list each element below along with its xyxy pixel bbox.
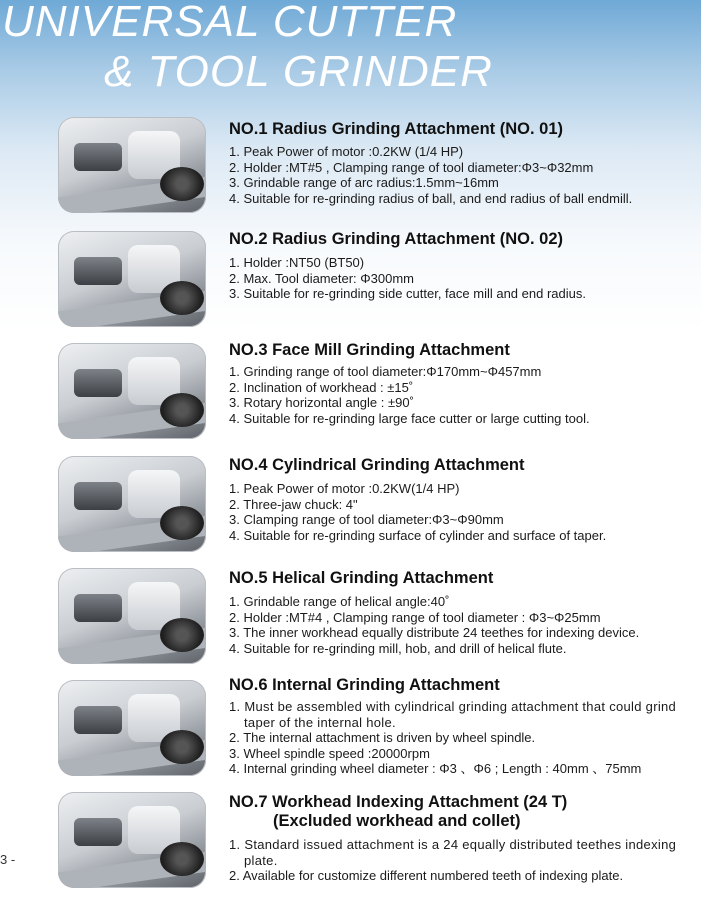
item-1-line-2: 2. Holder :MT#5 , Clamping range of tool diameter:Φ3~Φ32mm: [229, 159, 594, 175]
item-2-line-1: 1. Holder :NT50 (BT50): [229, 255, 365, 270]
item-1-line-3: 3. Grindable range of arc radius:1.5mm~16mm: [229, 175, 499, 191]
item-6-specs: [229, 699, 691, 777]
item-4-line-3: 3. Clamping range of tool diameter:Φ3~Φ90mm: [229, 512, 504, 528]
item-1-heading: NO.1 Radius Grinding Attachment (NO. 01): [229, 120, 564, 138]
item-6-line-2: 2. The internal attachment is driven by wheel spindle.: [229, 730, 536, 746]
item-4-specs: [229, 481, 691, 543]
title-line-2: & TOOL GRINDER: [104, 47, 493, 96]
page-number: 3 -: [0, 852, 16, 867]
item-4-photo: [58, 456, 206, 552]
item-1-line-4: 4. Suitable for re-grinding radius of ball, and end radius of ball endmill.: [229, 190, 633, 206]
item-7-specs: [229, 837, 691, 884]
item-4-line-2: 2. Three-jaw chuck: 4": [229, 496, 358, 512]
item-7-photo: [58, 792, 206, 888]
item-2-line-3: 3. Suitable for re-grinding side cutter, face mill and end radius.: [229, 286, 586, 302]
item-2-photo: [58, 231, 206, 327]
item-2-specs: [229, 255, 691, 302]
item-3-line-4: 4. Suitable for re-grinding large face cutter or large cutting tool.: [229, 410, 590, 426]
item-7-line-2: 2. Available for customize different numbered teeth of indexing plate.: [229, 868, 624, 884]
item-1-line-1: 1. Peak Power of motor :0.2KW (1/4 HP): [229, 144, 464, 159]
item-1-photo: [58, 117, 206, 213]
item-5-line-1: 1. Grindable range of helical angle:40˚: [229, 594, 450, 609]
item-5-line-2: 2. Holder :MT#4 , Clamping range of tool diameter : Φ3~Φ25mm: [229, 609, 601, 625]
item-5-photo: [58, 568, 206, 664]
item-5-line-3: 3. The inner workhead equally distribute 24 teethes for indexing device.: [229, 625, 640, 641]
item-3-heading: NO.3 Face Mill Grinding Attachment: [229, 341, 510, 359]
item-2-heading: NO.2 Radius Grinding Attachment (NO. 02): [229, 230, 564, 248]
item-6-photo: [58, 680, 206, 776]
item-6-line-3: 3. Wheel spindle speed :20000rpm: [229, 745, 430, 761]
item-3-line-2: 2. Inclination of workhead : ±15˚: [229, 379, 414, 395]
item-1-specs: [229, 144, 691, 206]
item-5-line-4: 4. Suitable for re-grinding mill, hob, and drill of helical flute.: [229, 640, 567, 656]
item-3-line-1: 1. Grinding range of tool diameter:Φ170mm~Φ457mm: [229, 364, 542, 379]
item-6-heading: NO.6 Internal Grinding Attachment: [229, 676, 500, 694]
item-4-line-4: 4. Suitable for re-grinding surface of cylinder and surface of taper.: [229, 527, 607, 543]
item-3-photo: [58, 343, 206, 439]
item-2-line-2: 2. Max. Tool diameter: Φ300mm: [229, 270, 414, 286]
item-7-heading: [229, 793, 567, 831]
item-3-specs: [229, 364, 691, 426]
item-6-line-1: 1. Must be assembled with cylindrical grinding attachment that could grind taper of the internal hole.: [229, 699, 677, 730]
item-4-heading: NO.4 Cylindrical Grinding Attachment: [229, 456, 525, 474]
item-7-title: NO.7 Workhead Indexing Attachment (24 T): [229, 793, 568, 811]
item-5-specs: [229, 594, 691, 656]
item-3-line-3: 3. Rotary horizontal angle : ±90˚: [229, 395, 414, 411]
item-7-subheading: (Excluded workhead and collet): [273, 812, 521, 830]
item-5-heading: NO.5 Helical Grinding Attachment: [229, 569, 494, 587]
item-7-line-1: 1. Standard issued attachment is a 24 equally distributed teethes indexing plate.: [229, 837, 677, 868]
item-4-line-1: 1. Peak Power of motor :0.2KW(1/4 HP): [229, 481, 460, 496]
item-6-line-4: 4. Internal grinding wheel diameter : Φ3 、Φ6 ; Length : 40mm 、75mm: [229, 761, 642, 777]
title-line-1: UNIVERSAL CUTTER: [2, 0, 458, 46]
